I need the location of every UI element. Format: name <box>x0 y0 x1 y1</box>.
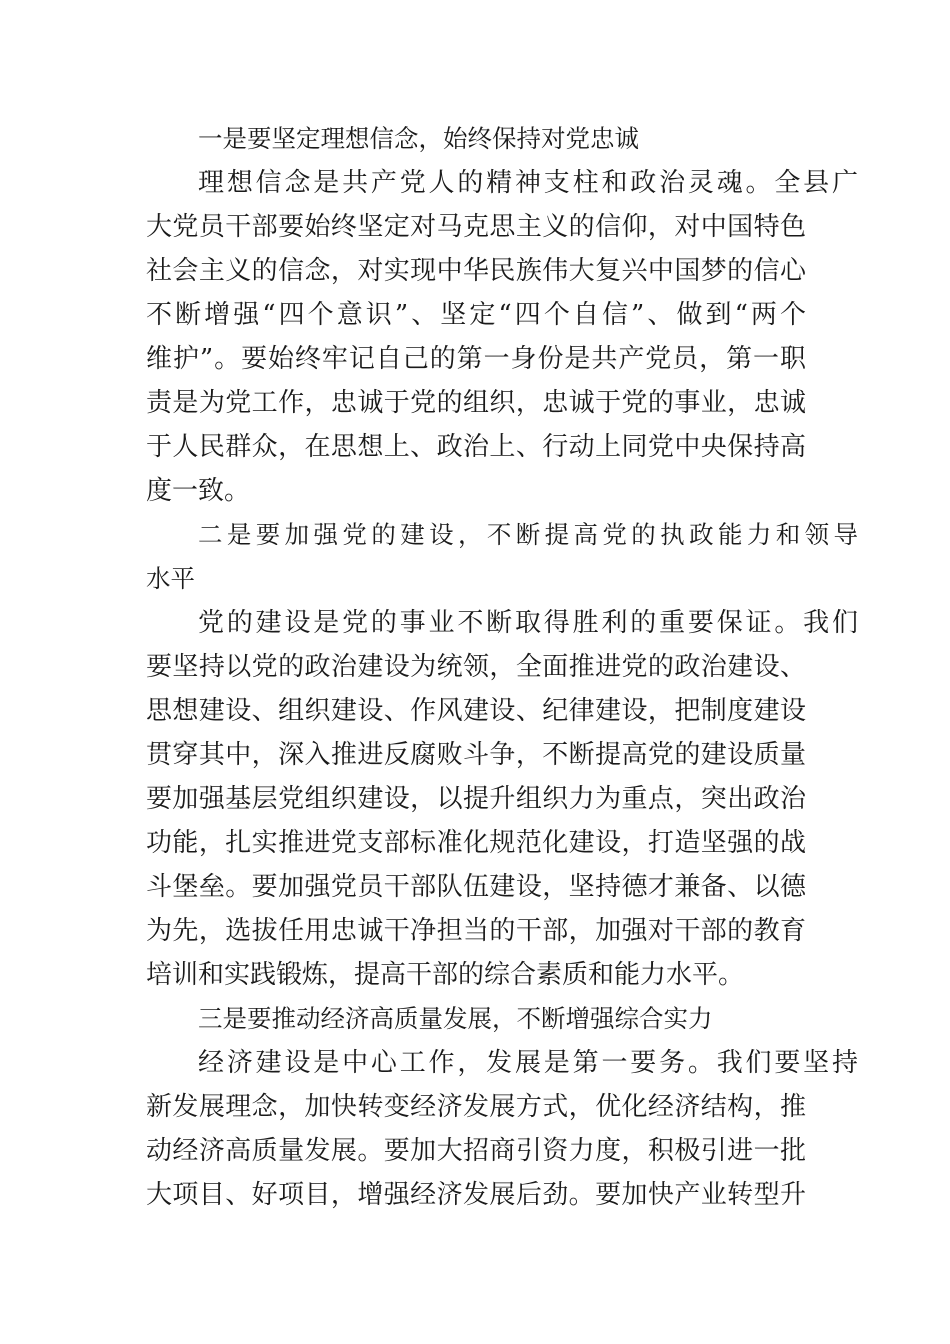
paragraph-1-line: 理想信念是共产党人的精神支柱和政治灵魂。全县广 <box>198 168 858 198</box>
paragraph-2-line: 要加强基层党组织建设，以提升组织力为重点，突出政治 <box>146 784 806 814</box>
paragraph-1-line: 不断增强“四个意识”、坚定“四个自信”、做到“两个 <box>146 300 806 330</box>
paragraph-1-line: 于人民群众，在思想上、政治上、行动上同党中央保持高 <box>146 432 806 462</box>
paragraph-1-line: 社会主义的信念，对实现中华民族伟大复兴中国梦的信心 <box>146 256 806 286</box>
paragraph-1-line: 大党员干部要始终坚定对马克思主义的信仰，对中国特色 <box>146 212 806 242</box>
section-heading-2-cont: 水平 <box>146 564 195 593</box>
paragraph-1-line: 度一致。 <box>146 476 251 506</box>
paragraph-2-line: 功能，扎实推进党支部标准化规范化建设，打造坚强的战 <box>146 828 806 858</box>
paragraph-2-line: 培训和实践锻炼，提高干部的综合素质和能力水平。 <box>146 960 745 990</box>
paragraph-2-line: 斗堡垒。要加强党员干部队伍建设，坚持德才兼备、以德 <box>146 872 806 902</box>
paragraph-3-line: 动经济高质量发展。要加大招商引资力度，积极引进一批 <box>146 1136 806 1166</box>
paragraph-3-line: 经济建设是中心工作，发展是第一要务。我们要坚持 <box>198 1048 858 1078</box>
paragraph-2-line: 要坚持以党的政治建设为统领，全面推进党的政治建设、 <box>146 652 806 682</box>
paragraph-3-line: 新发展理念，加快转变经济发展方式，优化经济结构，推 <box>146 1092 806 1122</box>
paragraph-1-line: 责是为党工作，忠诚于党的组织，忠诚于党的事业，忠诚 <box>146 388 806 418</box>
paragraph-1-line: 维护”。要始终牢记自己的第一身份是共产党员，第一职 <box>146 344 806 374</box>
section-heading-2: 二是要加强党的建设，不断提高党的执政能力和领导 <box>198 520 858 549</box>
section-heading-1: 一是要坚定理想信念，始终保持对党忠诚 <box>198 124 639 153</box>
paragraph-3-line: 大项目、好项目，增强经济发展后劲。要加快产业转型升 <box>146 1180 806 1210</box>
document-body <box>146 117 858 1217</box>
paragraph-2-line: 为先，选拔任用忠诚干净担当的干部，加强对干部的教育 <box>146 916 806 946</box>
section-heading-3: 三是要推动经济高质量发展，不断增强综合实力 <box>198 1004 713 1033</box>
paragraph-2-line: 贯穿其中，深入推进反腐败斗争，不断提高党的建设质量 <box>146 740 806 770</box>
paragraph-2-line: 党的建设是党的事业不断取得胜利的重要保证。我们 <box>198 608 858 638</box>
paragraph-2-line: 思想建设、组织建设、作风建设、纪律建设，把制度建设 <box>146 696 806 726</box>
